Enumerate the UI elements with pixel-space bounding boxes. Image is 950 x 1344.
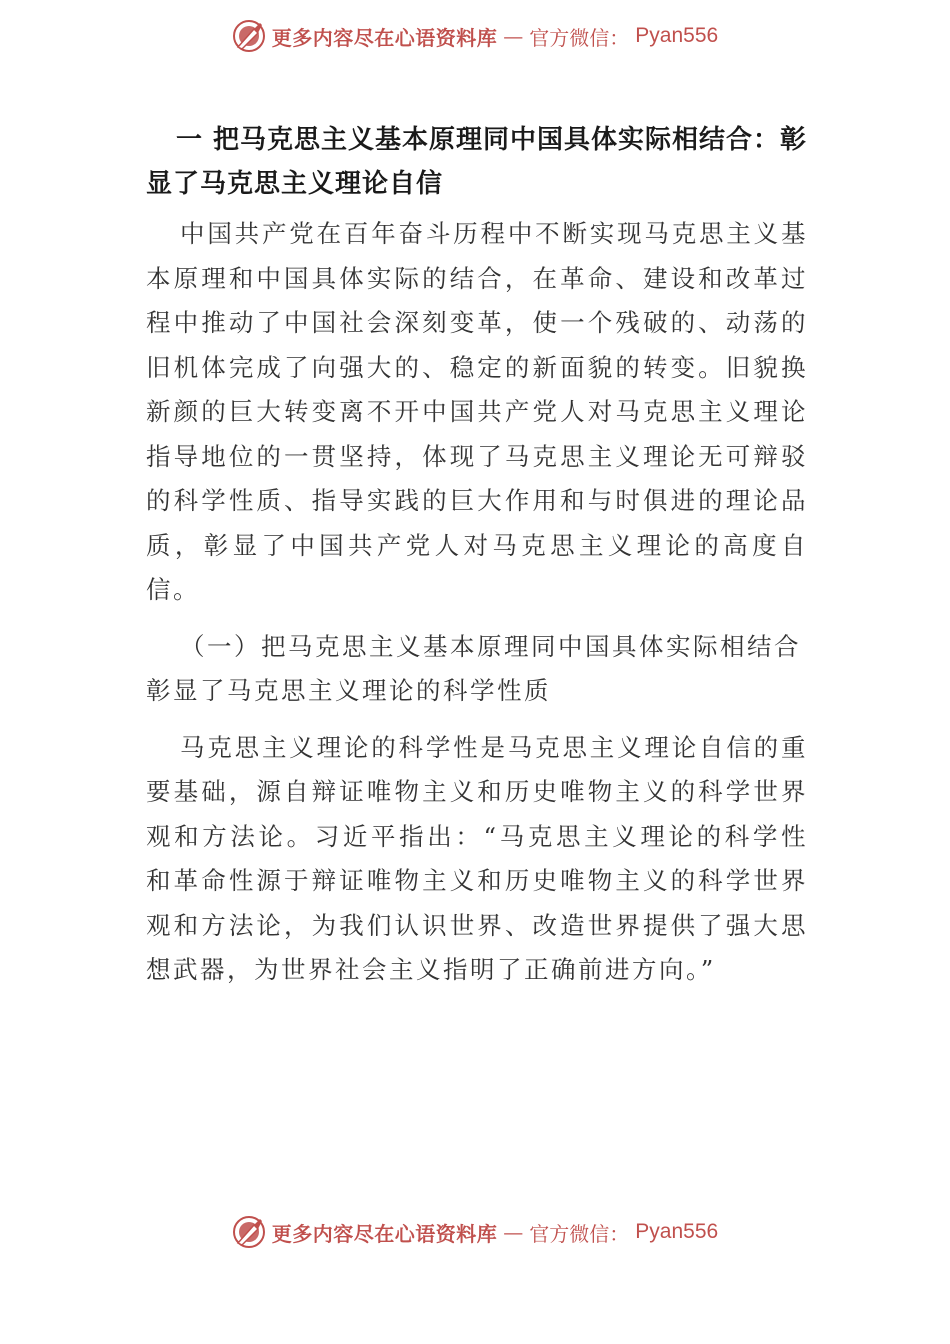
watermark-account: Pyan556 (635, 24, 719, 47)
header-watermark (0, 16, 950, 56)
paragraph-1: 中国共产党在百年奋斗历程中不断实现马克思主义基本原理和中国具体实际的结合，在革命、建设和改革过程中推动了中国社会深刻变革，使一个残破的、动荡的旧机体完成了向强大的、稳定的新面貌的转变。旧貌换新颜的巨大转变离不开中国共产党人对马克思主义理论指导地位的一贯坚持，体现了马克思主义理论无可辩驳的科学性质、指导实践的巨大作用和与时俱进的理论品质，彰显了中国共产党人对马克思主义理论的高度自信。 (146, 219, 808, 604)
watermark-brand: 更多内容尽在心语资料库 (271, 1221, 498, 1246)
section-heading: 一 把马克思主义基本原理同中国具体实际相结合：彰显了马克思主义理论自信 (146, 125, 808, 199)
watermark-separator: — (503, 1220, 524, 1244)
document-body (146, 118, 808, 1005)
watermark-label: 官方微信： (529, 25, 630, 50)
watermark-separator: — (503, 24, 524, 48)
pen-nib-icon (232, 19, 266, 53)
subsection-heading: （一）把马克思主义基本原理同中国具体实际相结合彰显了马克思主义理论的科学性质 (146, 631, 801, 705)
paragraph-2: 马克思主义理论的科学性是马克思主义理论自信的重要基础，源自辩证唯物主义和历史唯物主义的科学世界观和方法论。习近平指出：“马克思主义理论的科学性和革命性源于辩证唯物主义和历史唯物主义的科学世界观和方法论，为我们认识世界、改造世界提供了强大思想武器，为世界社会主义指明了正确前进方向。” (146, 732, 808, 984)
pen-nib-icon (232, 1215, 266, 1249)
footer-watermark (0, 1212, 950, 1252)
watermark-account: Pyan556 (635, 1220, 719, 1243)
watermark-label: 官方微信： (529, 1221, 630, 1246)
watermark-brand: 更多内容尽在心语资料库 (271, 25, 498, 50)
